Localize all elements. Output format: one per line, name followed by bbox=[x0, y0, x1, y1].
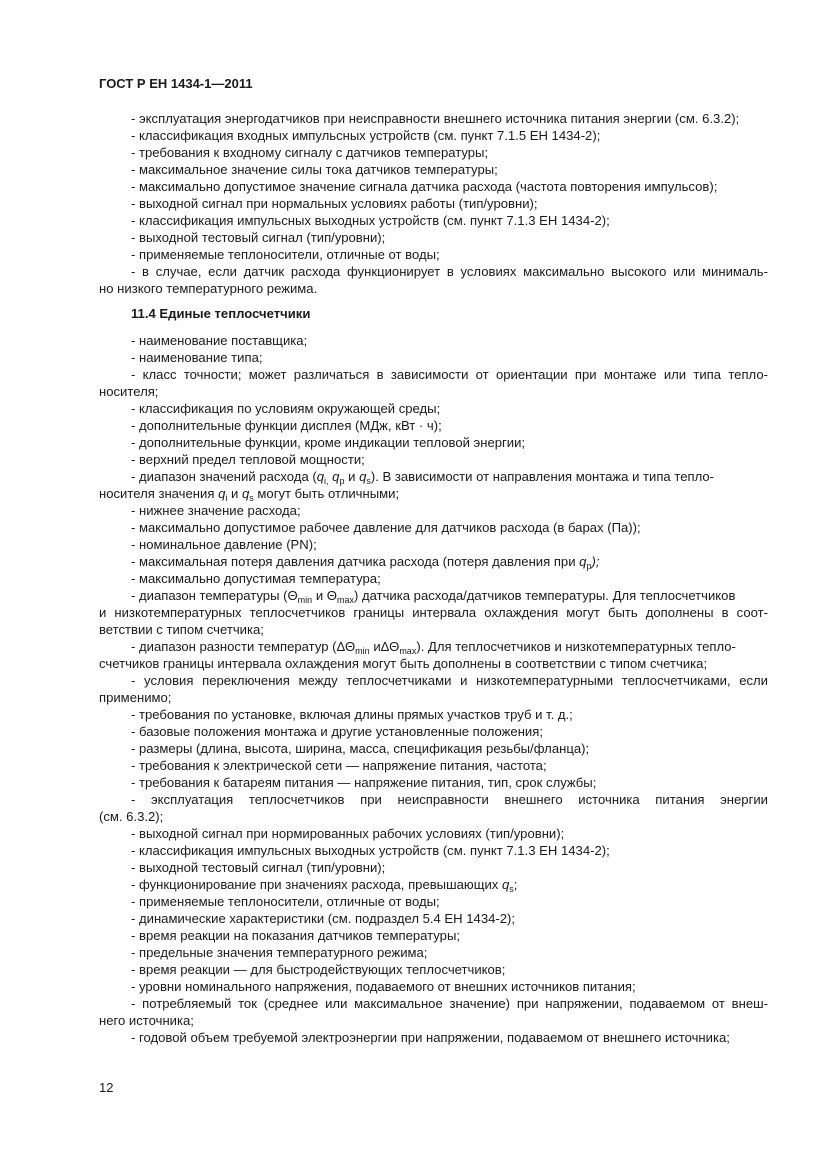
symbol-q: q bbox=[241, 486, 250, 501]
list-item: - размеры (длина, высота, ширина, масса, спецификация резьбы/фланца); bbox=[131, 741, 590, 756]
text: - диапазон значений расхода ( bbox=[131, 469, 317, 484]
text: - диапазон температуры (Θ bbox=[131, 588, 298, 603]
list-item: - применяемые теплоносители, отличные от воды; bbox=[131, 894, 440, 909]
list-item-continuation: (см. 6.3.2); bbox=[99, 809, 164, 824]
list-item: - годовой объем требуемой электроэнергии при напряжении, подаваемом от внешнего источника; bbox=[131, 1030, 730, 1045]
list-item: - классификация входных импульсных устройств (см. пункт 7.1.5 ЕН 1434-2); bbox=[131, 128, 601, 143]
list-item-pressure-loss bbox=[99, 553, 768, 570]
subscript: s bbox=[366, 476, 371, 486]
symbol-q: q bbox=[316, 469, 325, 484]
list-item: - динамические характеристики (см. подраздел 5.4 ЕН 1434-2); bbox=[131, 911, 516, 926]
list-item: - эксплуатация теплосчетчиков при неисправности внешнего источника питания энергии bbox=[131, 792, 768, 807]
list-item: - эксплуатация энергодатчиков при неисправности внешнего источника питания энергии (см. 6.3.2); bbox=[131, 111, 740, 126]
subscript: min bbox=[355, 646, 370, 656]
list-item: - выходной сигнал при нормированных рабочих условиях (тип/уровни); bbox=[131, 826, 565, 841]
symbol-q: q bbox=[359, 469, 367, 484]
text: - диапазон разности температур (ΔΘ bbox=[131, 639, 356, 654]
list-item: - максимально допустимое рабочее давление для датчиков расхода (в барах (Па)); bbox=[131, 520, 641, 535]
subscript: s bbox=[249, 493, 254, 503]
text: ); bbox=[591, 554, 600, 569]
list-item: - номинальное давление (PN); bbox=[131, 537, 317, 552]
symbol-q: q bbox=[218, 486, 226, 501]
list-item: - выходной тестовый сигнал (тип/уровни); bbox=[131, 230, 386, 245]
list-item: - классификация импульсных выходных устройств (см. пункт 7.1.3 ЕН 1434-2); bbox=[131, 843, 610, 858]
list-item-temp-diff bbox=[99, 638, 768, 655]
list-item: - дополнительные функции, кроме индикации тепловой энергии; bbox=[131, 435, 526, 450]
text: ). Для теплосчетчиков и низкотемпературных тепло- bbox=[416, 639, 736, 654]
symbol-q: q bbox=[501, 877, 510, 892]
list-item: - время реакции на показания датчиков температуры; bbox=[131, 928, 460, 943]
list-item: - выходной сигнал при нормальных условиях работы (тип/уровни); bbox=[131, 196, 538, 211]
list-item: - классификация импульсных выходных устройств (см. пункт 7.1.3 ЕН 1434-2); bbox=[131, 213, 610, 228]
list-item: - верхний предел тепловой мощности; bbox=[131, 452, 365, 467]
text: и bbox=[231, 486, 239, 501]
subscript: i, bbox=[324, 476, 329, 486]
text: ) датчика расхода/датчиков температуры. Для теплосчетчиков bbox=[353, 588, 736, 603]
list-item: - требования к электрической сети — напряжение питания, частота; bbox=[131, 758, 547, 773]
list-item-flow-exceed bbox=[99, 876, 768, 893]
subscript: p bbox=[339, 476, 345, 486]
subscript: i bbox=[225, 493, 228, 503]
list-item-flow-range bbox=[99, 468, 768, 485]
subscript: min bbox=[297, 595, 313, 605]
list-item: - применяемые теплоносители, отличные от воды; bbox=[131, 247, 440, 262]
page-body bbox=[99, 110, 768, 1046]
text: носителя значения bbox=[99, 486, 215, 501]
list-item: - класс точности; может различаться в зависимости от ориентации при монтаже или типа тепло- bbox=[131, 367, 768, 382]
list-item-continuation: него источника; bbox=[99, 1013, 194, 1028]
list-item: - максимально допустимая температура; bbox=[131, 571, 381, 586]
section-heading: 11.4 Единые теплосчетчики bbox=[131, 306, 311, 321]
document-header: ГОСТ Р ЕН 1434-1—2011 bbox=[99, 76, 253, 91]
list-item: - нижнее значение расхода; bbox=[131, 503, 301, 518]
list-item: - базовые положения монтажа и другие установленные положения; bbox=[131, 724, 543, 739]
subscript: max bbox=[336, 595, 354, 605]
subscript: max bbox=[399, 646, 417, 656]
subscript: p bbox=[586, 561, 592, 571]
list-item: - требования по установке, включая длины прямых участков труб и т. д.; bbox=[131, 707, 573, 722]
list-item: - предельные значения температурного режима; bbox=[131, 945, 428, 960]
list-item-continuation: ветствии с типом счетчика; bbox=[99, 622, 264, 637]
list-item: - наименование поставщика; bbox=[131, 333, 308, 348]
text: могут быть отличными; bbox=[257, 486, 400, 501]
list-item-continuation: носителя; bbox=[99, 384, 159, 399]
list-item: - классификация по условиям окружающей среды; bbox=[131, 401, 441, 416]
text: и bbox=[348, 469, 356, 484]
subscript: s bbox=[509, 884, 514, 894]
list-item: - дополнительные функции дисплея (МДж, кВт · ч); bbox=[131, 418, 442, 433]
list-item-temp-range bbox=[99, 587, 768, 604]
symbol-q: q bbox=[332, 469, 340, 484]
text: иΔΘ bbox=[373, 639, 400, 654]
list-item: - требования к входному сигналу с датчиков температуры; bbox=[131, 145, 489, 160]
list-item: - время реакции — для быстродействующих теплосчетчиков; bbox=[131, 962, 506, 977]
list-item: - условия переключения между теплосчетчиками и низкотемпературными теплосчетчиками, если bbox=[131, 673, 768, 688]
list-item: - наименование типа; bbox=[131, 350, 263, 365]
text: ; bbox=[513, 877, 518, 892]
list-item: - требования к батареям питания — напряжение питания, тип, срок службы; bbox=[131, 775, 597, 790]
list-item: - потребляемый ток (среднее или максимальное значение) при напряжении, подаваемом от внеш- bbox=[131, 996, 768, 1011]
list-item: - выходной тестовый сигнал (тип/уровни); bbox=[131, 860, 386, 875]
list-item-continuation: но низкого температурного режима. bbox=[99, 281, 318, 296]
text: - максимальная потеря давления датчика расхода (потеря давления при bbox=[131, 554, 576, 569]
list-item-continuation: и низкотемпературных теплосчетчиков границы интервала охлаждения могут быть дополнены в соот- bbox=[99, 605, 768, 620]
list-item: - в случае, если датчик расхода функционирует в условиях максимально высокого или минималь- bbox=[131, 264, 768, 279]
list-item-continuation bbox=[99, 485, 768, 502]
list-item: - максимально допустимое значение сигнала датчика расхода (частота повторения импульсов); bbox=[131, 179, 718, 194]
symbol-q: q bbox=[579, 554, 587, 569]
text: ). В зависимости от направления монтажа и типа тепло- bbox=[370, 469, 714, 484]
list-item-continuation: применимо; bbox=[99, 690, 172, 705]
list-item-continuation: счетчиков границы интервала охлаждения могут быть дополнены в соответствии с типом счетчика; bbox=[99, 656, 708, 671]
list-item: - уровни номинального напряжения, подаваемого от внешних источников питания; bbox=[131, 979, 636, 994]
page-number: 12 bbox=[99, 1080, 114, 1095]
text: - функционирование при значениях расхода, превышающих bbox=[131, 877, 499, 892]
list-item: - максимальное значение силы тока датчиков температуры; bbox=[131, 162, 498, 177]
text: и Θ bbox=[315, 588, 337, 603]
